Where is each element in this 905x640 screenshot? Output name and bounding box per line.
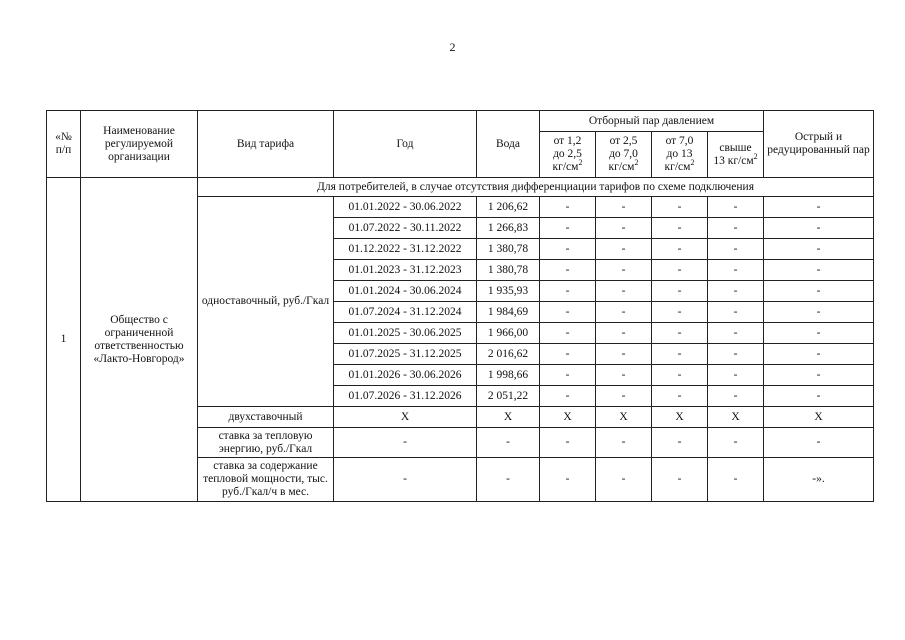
steam-cell: - (596, 281, 652, 302)
energy-rate-steam: - (652, 428, 708, 458)
water-cell: 1 380,78 (477, 260, 540, 281)
steam-cell: - (596, 302, 652, 323)
header-year: Год (334, 111, 477, 178)
steam-cell: - (652, 281, 708, 302)
row-number: 1 (47, 178, 81, 502)
steam-cell: - (708, 302, 764, 323)
header-tariff-type: Вид тарифа (198, 111, 334, 178)
steam-cell: - (596, 197, 652, 218)
steam-cell: - (540, 302, 596, 323)
steam-cell: - (540, 386, 596, 407)
steam-cell: - (708, 281, 764, 302)
water-cell: 2 016,62 (477, 344, 540, 365)
capacity-rate-steam: - (652, 458, 708, 502)
period-cell: 01.01.2022 - 30.06.2022 (334, 197, 477, 218)
steam-cell: - (708, 386, 764, 407)
two-rate-steam: X (540, 407, 596, 428)
steam-col-1-line1: от 1,2 (553, 135, 582, 147)
header-num: «№ п/п (47, 111, 81, 178)
energy-rate-sharp: - (764, 428, 874, 458)
table-row (47, 178, 874, 197)
water-cell: 1 998,66 (477, 365, 540, 386)
two-rate-label: двухставочный (198, 407, 334, 428)
sharp-steam-cell: - (764, 386, 874, 407)
energy-rate-steam: - (540, 428, 596, 458)
steam-col-4-line2: 13 кг/см (713, 154, 754, 167)
steam-cell: - (540, 260, 596, 281)
water-cell: 1 266,83 (477, 218, 540, 239)
page-number: 2 (449, 40, 456, 54)
steam-cell: - (708, 365, 764, 386)
header-steam-col-4 (708, 132, 764, 178)
sharp-steam-cell: - (764, 281, 874, 302)
steam-cell: - (596, 239, 652, 260)
period-cell: 01.07.2026 - 31.12.2026 (334, 386, 477, 407)
water-cell: 1 206,62 (477, 197, 540, 218)
header-row (47, 111, 874, 132)
sharp-steam-cell: - (764, 302, 874, 323)
two-rate-year: X (334, 407, 477, 428)
steam-cell: - (596, 260, 652, 281)
steam-cell: - (652, 218, 708, 239)
period-cell: 01.07.2025 - 31.12.2025 (334, 344, 477, 365)
period-cell: 01.01.2026 - 30.06.2026 (334, 365, 477, 386)
steam-cell: - (652, 260, 708, 281)
two-rate-steam: X (596, 407, 652, 428)
water-cell: 1 380,78 (477, 239, 540, 260)
sharp-steam-cell: - (764, 197, 874, 218)
steam-col-1-sup: 2 (578, 158, 583, 168)
steam-col-2-line1: от 2,5 (609, 135, 638, 147)
steam-cell: - (540, 365, 596, 386)
energy-rate-steam: - (708, 428, 764, 458)
steam-cell: - (540, 281, 596, 302)
capacity-rate-water: - (477, 458, 540, 502)
steam-cell: - (652, 239, 708, 260)
steam-col-2-sup: 2 (634, 158, 639, 168)
steam-col-3-line2: до 13 (666, 148, 693, 160)
steam-cell: - (652, 323, 708, 344)
consumer-note: Для потребителей, в случае отсутствия дифференциации тарифов по схеме подключения (198, 178, 874, 197)
steam-cell: - (540, 218, 596, 239)
period-cell: 01.01.2024 - 30.06.2024 (334, 281, 477, 302)
two-rate-water: X (477, 407, 540, 428)
sharp-steam-cell: - (764, 365, 874, 386)
two-rate-steam: X (652, 407, 708, 428)
steam-col-2-line2: до 7,0 (609, 148, 638, 160)
organization-name: Общество с ограниченной ответственностью «Лакто-Новгород» (81, 178, 198, 502)
one-rate-label: одноставочный, руб./Гкал (198, 197, 334, 407)
tariff-table (46, 110, 874, 502)
steam-cell: - (708, 344, 764, 365)
water-cell: 1 935,93 (477, 281, 540, 302)
steam-cell: - (652, 344, 708, 365)
sharp-steam-cell: - (764, 260, 874, 281)
sharp-steam-cell: - (764, 323, 874, 344)
period-cell: 01.12.2022 - 31.12.2022 (334, 239, 477, 260)
sharp-steam-cell: - (764, 239, 874, 260)
header-steam-col-3 (652, 132, 708, 178)
steam-cell: - (708, 218, 764, 239)
sharp-steam-cell: - (764, 344, 874, 365)
steam-col-4-sup: 2 (753, 151, 758, 161)
steam-col-3-line3: кг/см (664, 161, 691, 173)
capacity-rate-steam: - (540, 458, 596, 502)
water-cell: 1 984,69 (477, 302, 540, 323)
steam-cell: - (540, 344, 596, 365)
capacity-rate-label: ставка за содержание тепловой мощности, тыс. руб./Гкал/ч в мес. (198, 458, 334, 502)
header-org-name: Наименование регулируемой организации (81, 111, 198, 178)
sharp-steam-cell: - (764, 218, 874, 239)
period-cell: 01.07.2024 - 31.12.2024 (334, 302, 477, 323)
steam-cell: - (540, 323, 596, 344)
steam-cell: - (652, 302, 708, 323)
period-cell: 01.01.2025 - 30.06.2025 (334, 323, 477, 344)
steam-cell: - (596, 323, 652, 344)
steam-cell: - (596, 344, 652, 365)
steam-col-4-line1: свыше (719, 141, 752, 154)
header-water: Вода (477, 111, 540, 178)
two-rate-sharp: X (764, 407, 874, 428)
steam-cell: - (596, 365, 652, 386)
steam-cell: - (708, 323, 764, 344)
steam-cell: - (540, 239, 596, 260)
capacity-rate-steam: - (596, 458, 652, 502)
steam-cell: - (652, 386, 708, 407)
steam-col-2-line3: кг/см (608, 161, 635, 173)
steam-col-1-line3: кг/см (552, 161, 579, 173)
energy-rate-year: - (334, 428, 477, 458)
steam-cell: - (708, 197, 764, 218)
steam-cell: - (540, 197, 596, 218)
capacity-rate-year: - (334, 458, 477, 502)
energy-rate-water: - (477, 428, 540, 458)
water-cell: 1 966,00 (477, 323, 540, 344)
header-steam-group: Отборный пар давлением (540, 111, 764, 132)
header-steam-col-2 (596, 132, 652, 178)
energy-rate-steam: - (596, 428, 652, 458)
header-steam-col-1 (540, 132, 596, 178)
header-sharp-steam: Острый и редуцированный пар (764, 111, 874, 178)
steam-cell: - (596, 218, 652, 239)
steam-col-3-sup: 2 (690, 158, 695, 168)
steam-cell: - (596, 386, 652, 407)
water-cell: 2 051,22 (477, 386, 540, 407)
steam-col-1-line2: до 2,5 (553, 148, 582, 160)
energy-rate-label: ставка за тепловую энергию, руб./Гкал (198, 428, 334, 458)
capacity-rate-sharp: -». (764, 458, 874, 502)
two-rate-steam: X (708, 407, 764, 428)
capacity-rate-steam: - (708, 458, 764, 502)
steam-cell: - (708, 260, 764, 281)
period-cell: 01.01.2023 - 31.12.2023 (334, 260, 477, 281)
steam-cell: - (652, 197, 708, 218)
steam-cell: - (652, 365, 708, 386)
steam-cell: - (708, 239, 764, 260)
steam-col-3-line1: от 7,0 (665, 135, 694, 147)
period-cell: 01.07.2022 - 30.11.2022 (334, 218, 477, 239)
